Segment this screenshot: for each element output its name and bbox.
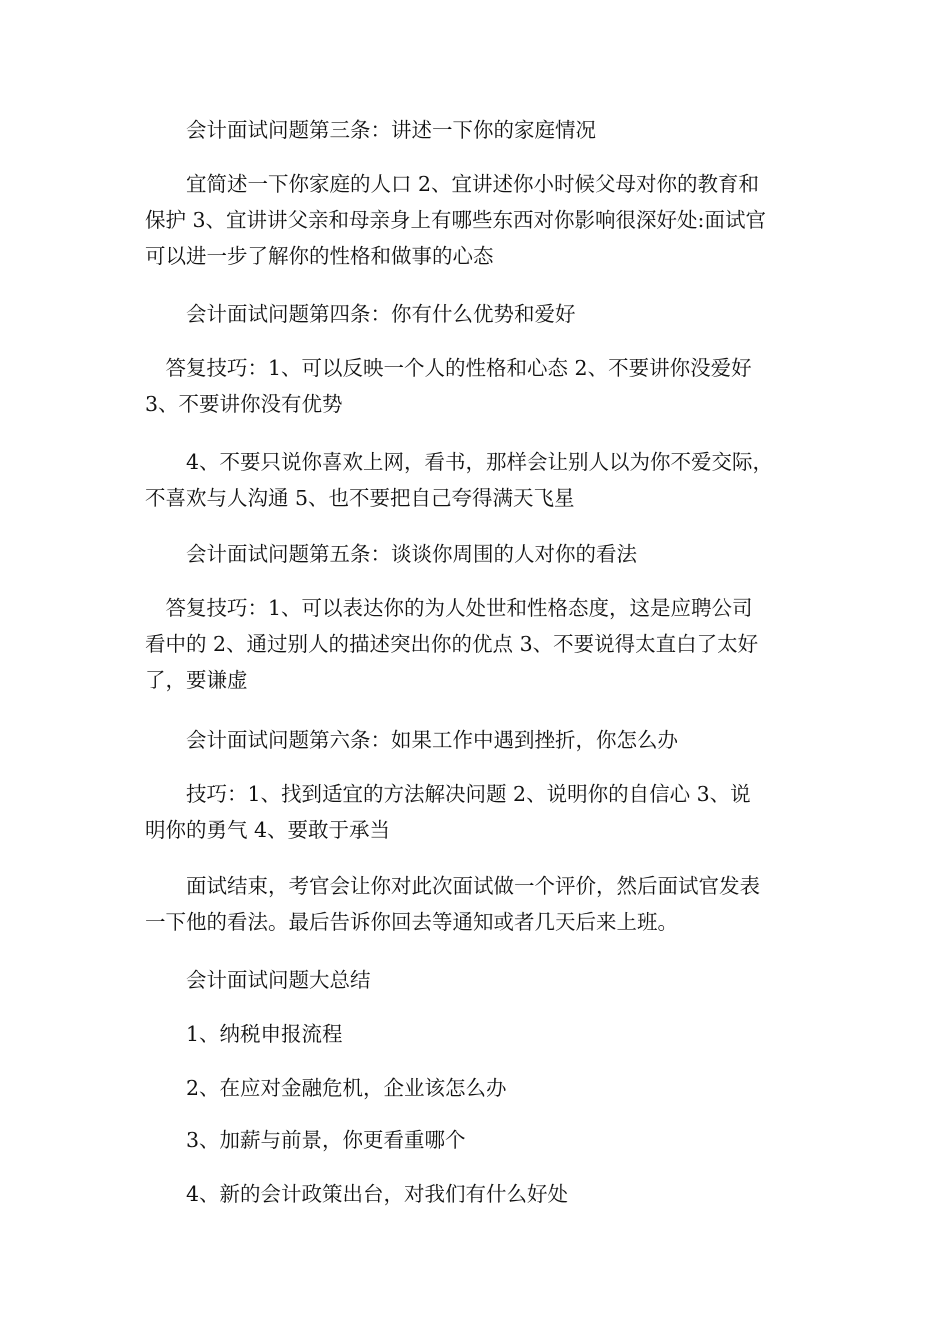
text-line: 2、在应对金融危机，企业该怎么办 xyxy=(145,1076,507,1100)
text-line: 技巧：1、找到适宜的方法解决问题 2、说明你的自信心 3、说 xyxy=(145,782,751,806)
summary-item-2 xyxy=(145,1070,805,1106)
summary-item-3 xyxy=(145,1122,805,1158)
text-line: 3、加薪与前景，你更看重哪个 xyxy=(145,1128,466,1152)
text-line: 会计面试问题第四条：你有什么优势和爱好 xyxy=(145,302,576,326)
heading-summary xyxy=(145,962,805,998)
text-line: 会计面试问题第三条：讲述一下你的家庭情况 xyxy=(145,118,596,142)
text-line: 了，要谦虚 xyxy=(145,668,248,692)
text-line: 一下他的看法。最后告诉你回去等通知或者几天后来上班。 xyxy=(145,910,678,934)
text-line: 看中的 2、通过别人的描述突出你的优点 3、不要说得太直白了太好 xyxy=(145,632,759,656)
paragraph-family-answer xyxy=(145,166,805,274)
heading-question-6 xyxy=(145,722,805,758)
paragraph-others-view-tips xyxy=(145,590,805,698)
text-line: 不喜欢与人沟通 5、也不要把自己夸得满天飞星 xyxy=(145,486,575,510)
text-line: 可以进一步了解你的性格和做事的心态 xyxy=(145,244,494,268)
text-line: 答复技巧：1、可以表达你的为人处世和性格态度，这是应聘公司 xyxy=(145,596,753,620)
paragraph-hobby-tips-continued xyxy=(145,444,805,516)
heading-question-3 xyxy=(145,112,805,148)
text-line: 保护 3、宜讲讲父亲和母亲身上有哪些东西对你影响很深好处:面试官 xyxy=(145,208,766,232)
text-line: 4、新的会计政策出台，对我们有什么好处 xyxy=(145,1182,569,1206)
summary-item-4 xyxy=(145,1176,805,1212)
paragraph-hobby-tips xyxy=(145,350,805,422)
text-line: 明你的勇气 4、要敢于承当 xyxy=(145,818,391,842)
text-line: 会计面试问题第六条：如果工作中遇到挫折，你怎么办 xyxy=(145,728,678,752)
text-line: 4、不要只说你喜欢上网，看书，那样会让别人以为你不爱交际， xyxy=(145,450,774,474)
heading-question-5 xyxy=(145,536,805,572)
text-line: 会计面试问题大总结 xyxy=(145,968,371,992)
heading-question-4 xyxy=(145,296,805,332)
text-line: 宜简述一下你家庭的人口 2、宜讲述你小时候父母对你的教育和 xyxy=(145,172,760,196)
text-line: 1、纳税申报流程 xyxy=(145,1022,343,1046)
summary-item-1 xyxy=(145,1016,805,1052)
text-line: 3、不要讲你没有优势 xyxy=(145,392,343,416)
paragraph-interview-end xyxy=(145,868,805,940)
text-line: 会计面试问题第五条：谈谈你周围的人对你的看法 xyxy=(145,542,637,566)
paragraph-setback-tips xyxy=(145,776,805,848)
text-line: 答复技巧：1、可以反映一个人的性格和心态 2、不要讲你没爱好 xyxy=(145,356,752,380)
text-line: 面试结束，考官会让你对此次面试做一个评价，然后面试官发表 xyxy=(145,874,760,898)
